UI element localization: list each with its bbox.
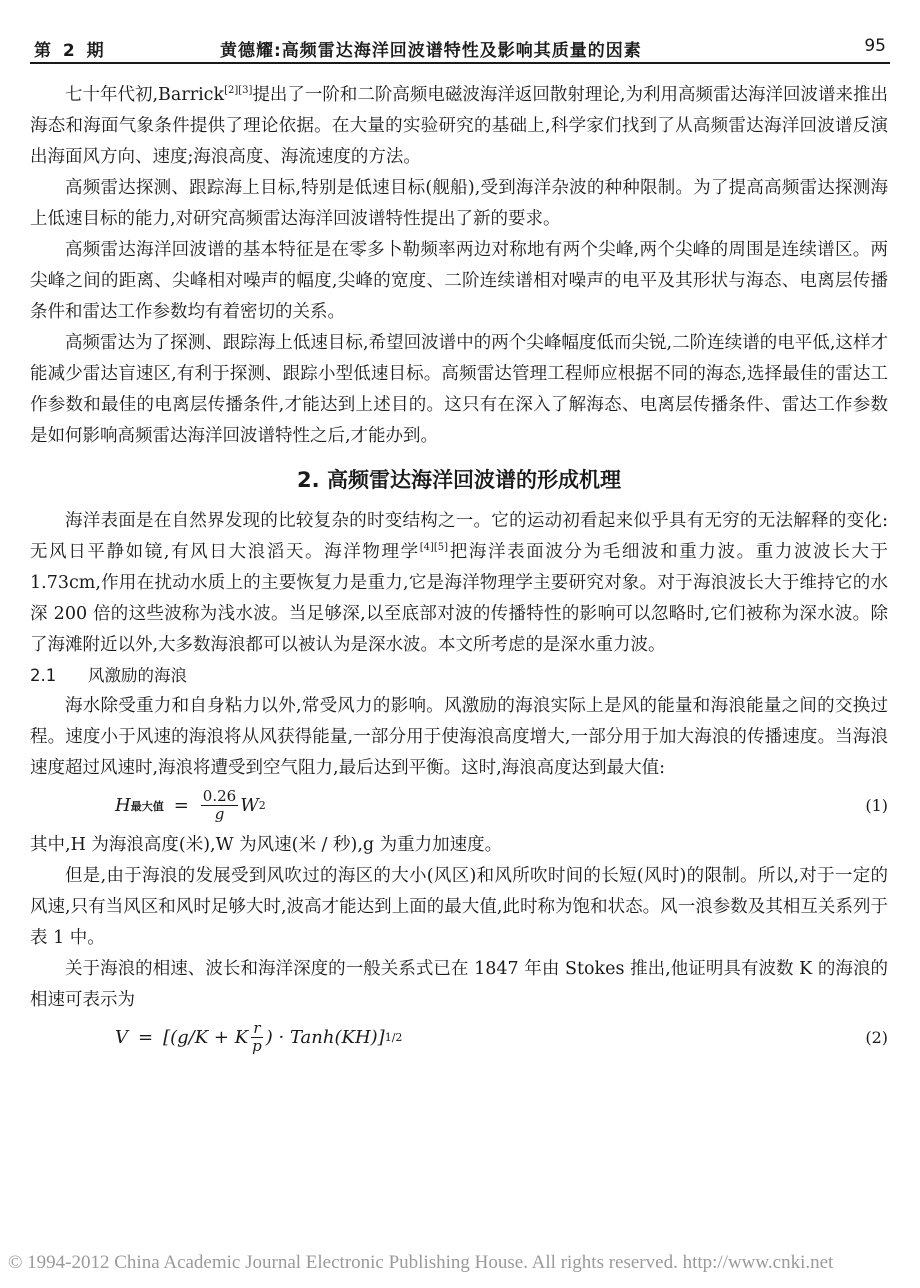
paragraph-radar-management: 高频雷达为了探测、跟踪海上低速目标,希望回波谱中的两个尖峰幅度低而尖锐,二阶连续谱的电平低,这样才能减少雷达盲速区,有利于探测、跟踪小型低速目标。高频雷达管理工程师应根据不同的海态,选择最佳的雷达工作参数和最佳的电离层传播条件,才能达到上述目的。这只有在深入了解海态、电离层传播条件、雷达工作参数是如何影响高频雷达海洋回波谱特性之后,才能办到。 bbox=[30, 333, 888, 446]
paragraph-saturation: 但是,由于海浪的发展受到风吹过的海区的大小(风区)和风所吹时间的长短(风时)的限制。所以,对于一定的风速,只有当风区和风时足够大时,波高才能达到上面的最大值,此时称为饱和状态。风一浪参数及其相互关系列于表 1 中。 bbox=[30, 866, 888, 948]
equation-equals: = bbox=[138, 1027, 154, 1048]
copyright-footer: © 1994-2012 China Academic Journal Electronic Publishing House. All rights reserved. http://www.cnki.net bbox=[8, 1252, 834, 1273]
subsection-heading bbox=[30, 661, 888, 691]
fraction-denominator: g bbox=[214, 805, 225, 823]
paragraph-wind-waves: 海水除受重力和自身粘力以外,常受风力的影响。风激励的海浪实际上是风的能量和海浪能量之间的交换过程。速度小于风速的海浪将从风获得能量,一部分用于使海浪高度增大,一部分用于加大海浪的传播速度。当海浪速度超过风速时,海浪将遭受到空气阻力,最后达到平衡。这时,海浪高度达到最大值: bbox=[30, 696, 888, 778]
paragraph-text: 七十年代初,Barrick bbox=[65, 85, 225, 105]
equation-number: (2) bbox=[865, 1028, 888, 1047]
paragraph-text: 海洋表面是在自然界发现的比较复杂的时变结构之一。它的运动初看起来似乎具有无穷的无法解释的变化:无风日平静如镜,有风日大浪滔天。海洋物理学 bbox=[30, 511, 888, 562]
fraction-numerator: r bbox=[253, 1019, 261, 1037]
article-body bbox=[30, 80, 888, 1062]
citation-ref: [4][5] bbox=[419, 542, 449, 553]
equation-fraction bbox=[250, 1020, 264, 1055]
paragraph-text: 把海洋表面波分为毛细波和重力波。重力波波长大于 1.73cm,作用在扰动水质上的主要恢复力是重力,它是海洋物理学主要研究对象。对于海浪波长大于维持它的水深 200 倍的这些波称为浅水波。当足够深,以至底部对波的传播特性的影响可以忽略时,它们被称为深水波。除了海滩附近以外,大多数海浪都可以被认为是深水波。本文所考虑的是深水重力波。 bbox=[30, 542, 889, 655]
equation-exponent: 2 bbox=[258, 799, 266, 812]
fraction-denominator: p bbox=[252, 1037, 262, 1055]
running-title: 黄德耀:高频雷达海洋回波谱特性及影响其质量的因素 bbox=[220, 41, 642, 61]
paragraph-ocean-surface bbox=[30, 506, 888, 661]
equation-2-body bbox=[115, 1020, 402, 1055]
equation-1 bbox=[30, 784, 888, 830]
equation-number: (1) bbox=[865, 796, 888, 815]
equation-fraction bbox=[201, 788, 238, 823]
paragraph-spectrum-features: 高频雷达海洋回波谱的基本特征是在零多卜勒频率两边对称地有两个尖峰,两个尖峰的周围是连续谱区。两尖峰之间的距离、尖峰相对噪声的幅度,尖峰的宽度、二阶连续谱相对噪声的电平及其形状与海态、电离层传播条件和雷达工作参数均有着密切的关系。 bbox=[30, 240, 888, 322]
subsection-title: 风激励的海浪 bbox=[88, 666, 187, 685]
equation-2 bbox=[30, 1016, 888, 1062]
page-header bbox=[30, 28, 890, 64]
equation-symbol: W bbox=[240, 795, 259, 816]
citation-ref: [2][3] bbox=[224, 85, 253, 96]
equation-exponent: 1/2 bbox=[384, 1031, 403, 1044]
paragraph-text: 提出了一阶和二阶高频电磁波海洋返回散射理论,为利用高频雷达海洋回波谱来推出海态和海面气象条件提供了理论依据。在大量的实验研究的基础上,科学家们找到了从高频雷达海洋回波谱反演出海面风方向、速度;海浪高度、海流速度的方法。 bbox=[30, 85, 888, 167]
equation-symbol: H bbox=[115, 795, 131, 816]
paragraph-stokes: 关于海浪的相速、波长和海洋深度的一般关系式已在 1847 年由 Stokes 推出,他证明具有波数 K 的海浪的相速可表示为 bbox=[30, 959, 888, 1010]
issue-number: 第 2 期 bbox=[34, 41, 107, 61]
equation-close-part: ) · Tanh(KH)] bbox=[265, 1027, 385, 1048]
section-heading: 2. 高频雷达海洋回波谱的形成机理 bbox=[297, 468, 621, 492]
subsection-number: 2.1 bbox=[30, 666, 57, 685]
equation-open-part: [(g/K + K bbox=[163, 1027, 249, 1048]
paragraph-intro-barrick bbox=[30, 80, 888, 173]
equation-1-body bbox=[115, 788, 266, 823]
equation-1-note: 其中,H 为海浪高度(米),W 为风速(米 / 秒),g 为重力加速度。 bbox=[30, 835, 503, 855]
paragraph-tracking-targets: 高频雷达探测、跟踪海上目标,特别是低速目标(舰船),受到海洋杂波的种种限制。为了提高高频雷达探测海上低速目标的能力,对研究高频雷达海洋回波谱特性提出了新的要求。 bbox=[30, 178, 888, 229]
equation-equals: = bbox=[173, 795, 189, 816]
equation-subscript: 最大值 bbox=[130, 799, 164, 813]
equation-symbol: V bbox=[115, 1027, 128, 1048]
page-number: 95 bbox=[864, 36, 886, 56]
fraction-numerator: 0.26 bbox=[202, 787, 237, 805]
